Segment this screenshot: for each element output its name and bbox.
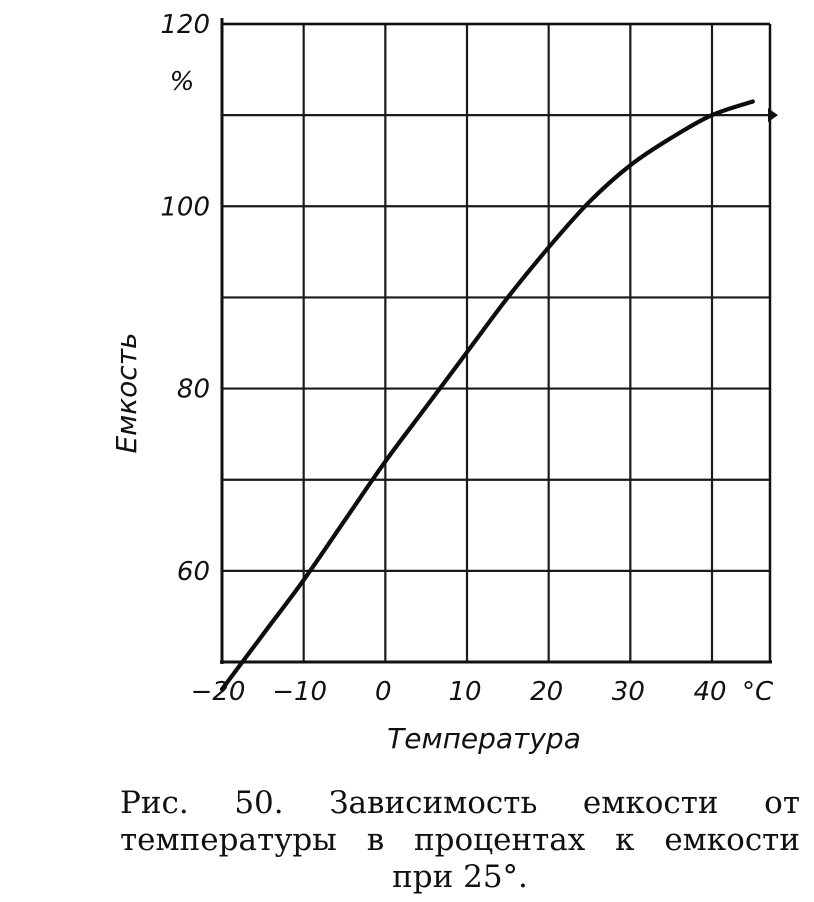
y-tick-label: 80 (176, 374, 210, 405)
x-axis-title: Температура (387, 722, 581, 755)
caption-line-2: температуры в процентах к емкости (120, 822, 800, 858)
y-tick-label: 100 (160, 192, 210, 223)
x-tick-label: 0 (375, 677, 392, 707)
x-tick-label: 40 (693, 677, 727, 707)
x-tick-label: 10 (448, 677, 482, 707)
series-layer (222, 102, 753, 690)
x-tick-label: −10 (272, 677, 328, 707)
x-tick-label: 20 (530, 677, 564, 707)
y-tick-label: 60 (176, 556, 210, 587)
x-tick-label: −20 (190, 677, 246, 707)
y-unit-label: % (169, 67, 195, 97)
axis-arrow (768, 108, 778, 122)
figure-caption (120, 785, 800, 896)
x-unit-label: °C (742, 677, 774, 707)
caption-line-3: при 25°. (392, 859, 528, 895)
series-line (222, 102, 753, 690)
grid (222, 24, 770, 662)
y-tick-label: 120 (160, 10, 210, 40)
caption-line-1: Рис. 50. Зависимость емкости от (120, 785, 800, 821)
y-axis-title: Емкость (110, 332, 143, 454)
x-tick-label: 30 (611, 677, 645, 707)
